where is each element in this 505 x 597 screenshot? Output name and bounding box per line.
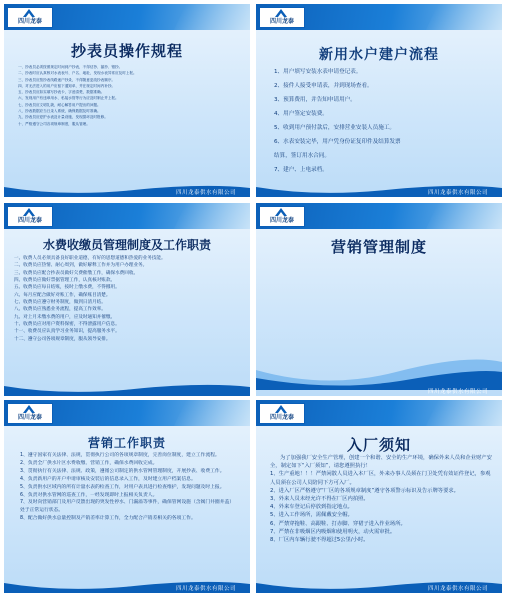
company-logo [259, 7, 305, 28]
footer-company: 四川龙泰供水有限公司 [427, 389, 488, 395]
paragraph: 4、用户签定安装费。 [274, 110, 328, 117]
footer-company: 四川龙泰供水有限公司 [427, 190, 488, 196]
panel-footer [4, 184, 250, 197]
logo-text: 四川龙泰 [17, 18, 42, 25]
paragraph: 8、厂区内车辆行驶不得超过5公里/小时。 [270, 537, 369, 544]
paragraph: 5、进入工作场所，需佩戴安全帽。 [270, 512, 353, 519]
logo-text: 四川龙泰 [269, 414, 294, 421]
paragraph: 十一、收费员应认真学习业务知识，提高服务水平。 [14, 329, 120, 335]
paragraph: 五、收费员应每日结账，按时上缴水费，不得挪用。 [14, 285, 120, 291]
paragraph: 4、外来车登记后停放到指定地点。 [270, 504, 353, 511]
panel-title: 营销工作职责 [87, 436, 166, 450]
paragraph: 九、对上月未缴水费的用户，应及时通知并催缴。 [14, 314, 116, 320]
paragraph: 六、每月应配合做好对账工作，确保账目清楚。 [14, 292, 111, 298]
logo-icon [275, 208, 287, 216]
paragraph: 1、生产重地！！！严禁闲散人员进入本厂区，外来办事人员须在门卫处凭有效证件登记，参观人员须在公司人员陪同下方可入厂。 [270, 471, 491, 486]
panel-body [274, 66, 490, 178]
paragraph: 九、抄表员应爱护水表及计量设施，发现损坏及时报修。 [18, 115, 108, 120]
paragraph: 3、贯彻执行有关法律、法规、政策，遵循公司制定的供水管网管理制度，开展抄表、收费工作。 [20, 468, 225, 474]
footer-wave [4, 383, 250, 396]
panel-marketing-duties [4, 400, 250, 593]
paragraph: 七、收费员应遵守财务制度，做到日清月结。 [14, 300, 106, 306]
paragraph: 二、收费员应热情、耐心周到，做好解释工作并为用户办理业务。 [14, 263, 148, 269]
panel-entry-notice [256, 400, 502, 593]
paragraph: 7、及时向营销部门及用户反馈出现的突发性停水、门漏溢等事件，确保管网设施（含阀门井圈井盖）处于正常运行状态。 [20, 500, 235, 514]
paragraph: 2、进入厂区严格遵守“厂区的各项规章制度”遵守各项警示标识及告示牌等要求。 [270, 487, 459, 494]
footer-company: 四川龙泰供水有限公司 [175, 190, 236, 196]
panel-title: 入厂须知 [346, 436, 411, 454]
panel-new-account-process [256, 4, 502, 197]
paragraph: 1、用户填写安装水表申请登记表。 [274, 69, 362, 75]
paragraph: 6、负责对供水管网的巡查工作，一经发现即时上报相关负责人。 [20, 492, 158, 498]
paragraph: 三、抄表员应按抄表线路逐户抄录，不得随意更改抄表顺序。 [18, 77, 116, 82]
footer-company: 四川龙泰供水有限公司 [175, 586, 236, 592]
logo-text: 四川龙泰 [269, 217, 294, 224]
paragraph: 3、预算费用，并告知申请用户。 [274, 96, 356, 103]
paragraph: 十、收费员应对用户资料保密，不得泄露用户信息。 [14, 322, 120, 328]
panel-body [18, 64, 238, 127]
paragraph: 2、负责全厂供水片区水费收缴、营销工作，确保水费回收完成。 [20, 460, 158, 466]
logo-icon [23, 208, 35, 216]
paragraph: 1、遵守国家有关法律、法规，贯彻执行公司的各项规章制度，完善岗位制度，建立工作流程。 [20, 453, 220, 458]
paragraph: 4、负责新用户的开户申请审核及安装后的信息录入工作，及时建立用户档案信息。 [20, 476, 196, 482]
paragraph: 十二、遵守公司各项规章制度，服从领导安排。 [14, 336, 111, 342]
panel-marketing-rules [256, 203, 502, 396]
logo-icon [275, 405, 287, 413]
panel-body [14, 255, 242, 343]
paragraph: 为了加强我厂安全生产管理，创建一个和谐、安全的生产环境，确保外来人员和企业财产安全，制定如下“入厂须知”，请您遵照执行！ [270, 455, 492, 470]
panel-footer [256, 184, 502, 197]
footer-company: 四川龙泰供水有限公司 [427, 586, 488, 592]
paragraph: 结算，签订用水合同。 [274, 152, 330, 159]
panel-title: 抄表员操作规程 [70, 42, 183, 60]
paragraph: 2、接件人接受申请表，并到现场查看。 [274, 82, 373, 89]
paragraph: 一、抄表员必须按照规定时间到户抄表，不得估抄、漏抄、错抄。 [18, 65, 123, 69]
panel-footer [4, 580, 250, 593]
paragraph: 八、收费员应熟悉业务流程，提高工作效率。 [14, 307, 106, 313]
paragraph: 四、收费员应做好票据管理工作，认真核对账款。 [14, 278, 116, 284]
paragraph: 七、抄表员应文明礼貌，耐心解答用户提出的问题。 [18, 102, 101, 107]
panel-body [20, 452, 238, 523]
logo-icon [23, 9, 35, 17]
paragraph: 四、对无法进入的用户应留下通知单，并在规定时间内补抄。 [18, 83, 116, 88]
paragraph: 6、严禁穿拖鞋、高跟鞋、打赤脚、穿裙子进入作业场所。 [270, 520, 406, 527]
paragraph: 二、抄表时应认真核对水表表号、户名、地址，发现水表异常应及时上报。 [18, 71, 137, 76]
paragraph: 三、收费员应配合抄表员做好欠费催缴工作，确保水费回收。 [14, 270, 139, 276]
company-logo [259, 206, 305, 227]
panel-footer [4, 383, 250, 396]
paragraph: 八、抄表数据应当日录入系统，确保数据及时准确。 [18, 108, 101, 113]
paragraph: 十、严格遵守公司各项规章制度，服从管理。 [18, 121, 90, 126]
panel-footer [256, 580, 502, 593]
logo-text: 四川龙泰 [17, 217, 42, 224]
panel-title: 水费收缴员管理制度及工作职责 [42, 238, 211, 252]
panel-fee-collector-rules [4, 203, 250, 396]
company-logo [7, 7, 53, 28]
logo-icon [23, 405, 35, 413]
paragraph: 六、发现用户有违章用水、私接水管等行为应及时制止并上报。 [18, 96, 119, 101]
paragraph: 一、收费人员必须具备良好职业道德，有好的思想道德和热爱的业务技能。 [14, 256, 166, 261]
paragraph: 5、负责供水区域内的所有计量水表的检查工作，对用户表具进行检查维护，发现问题及时上报。 [20, 484, 225, 490]
company-logo [7, 206, 53, 227]
paragraph: 5、收到用户预付款后，安排营业安装人员施工。 [274, 124, 396, 131]
logo-text: 四川龙泰 [269, 18, 294, 25]
panel-title: 营销管理制度 [330, 238, 427, 256]
company-logo [7, 403, 53, 424]
panel-title: 新用水户建户流程 [319, 47, 439, 63]
paragraph: 7、严禁在非吸烟区内吸烟和使用明火，动火需审批。 [270, 528, 396, 535]
panel-footer [256, 383, 502, 396]
paragraph: 3、外来人员未经允许不得在厂区内拍照。 [270, 496, 369, 503]
logo-icon [275, 9, 287, 17]
panel-meter-reader-rules [4, 4, 250, 197]
company-logo [259, 403, 305, 424]
paragraph: 6、水表安装完毕，用户凭身份证复印件及结算发票 [274, 138, 401, 145]
paragraph: 8、配合做好供水总量控制及产销差率计算工作，全力配合产销差相关的各项工作。 [20, 516, 196, 522]
panel-body [270, 454, 492, 544]
paragraph: 五、抄表员应如实填写抄表卡，字迹清楚，数据准确。 [18, 90, 105, 95]
paragraph: 7、建户、上电录档。 [274, 166, 328, 173]
logo-text: 四川龙泰 [17, 414, 42, 421]
